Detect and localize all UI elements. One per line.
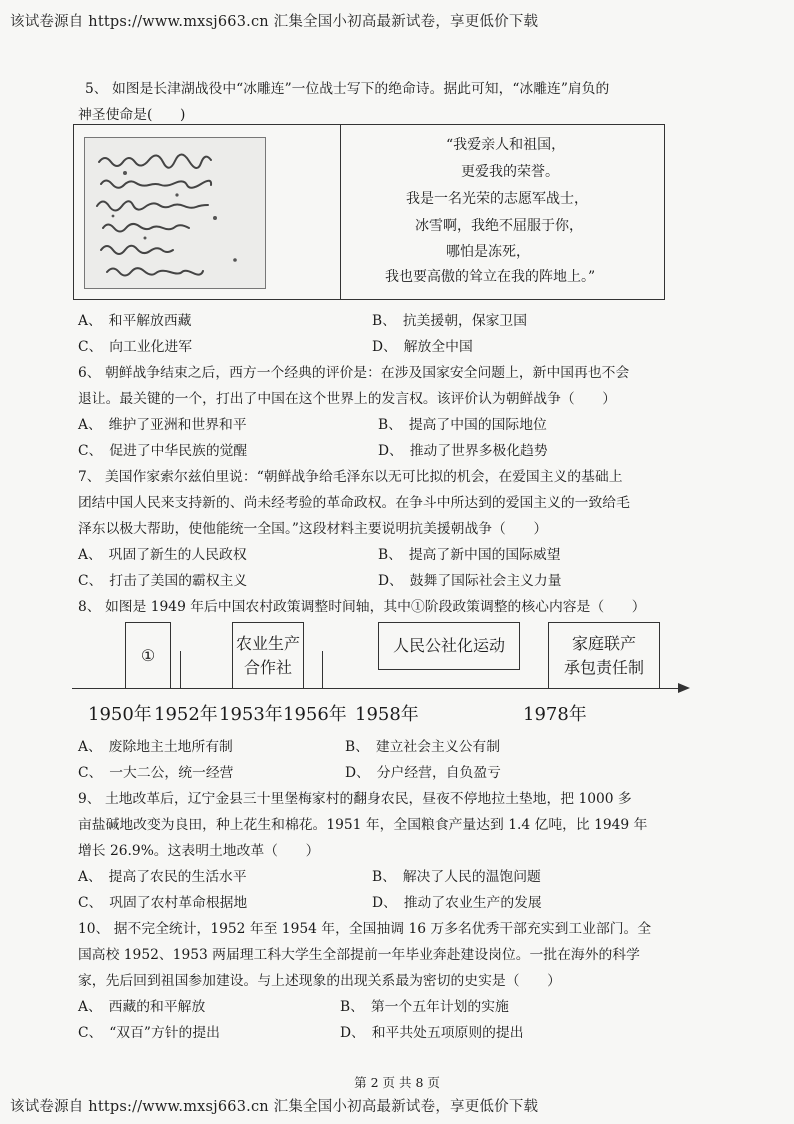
q10-option-c: C、 “双百”方针的提出 [78, 1025, 220, 1041]
page-number: 第 2 页 共 8 页 [354, 1075, 440, 1090]
q10-option-d: D、 和平共处五项原则的提出 [340, 1025, 524, 1041]
timeline-tick-1952 [180, 651, 181, 688]
q6-option-a: A、 维护了亚洲和世界和平 [78, 417, 247, 433]
timeline-tick-1956 [322, 651, 323, 688]
timeline-axis [72, 688, 682, 689]
q5-option-c: C、 向工业化进军 [78, 339, 193, 355]
q5-option-d: D、 解放全中国 [372, 339, 473, 355]
q9-option-d: D、 推动了农业生产的发展 [372, 895, 542, 911]
q7-option-c: C、 打击了美国的霸权主义 [78, 573, 248, 589]
q6-stem-line1: 6、 朝鲜战争结束之后，西方一个经典的评价是：在涉及国家安全问题上，新中国再也不会 [78, 365, 630, 381]
q8-option-c: C、 一大二公，统一经营 [78, 765, 234, 781]
q7-option-a: A、 巩固了新生的人民政权 [78, 547, 247, 563]
poem-line-2: 更爱我的荣誉。 [461, 164, 559, 180]
q10-option-b: B、 第一个五年计划的实施 [340, 999, 509, 1015]
q9-option-c: C、 巩固了农村革命根据地 [78, 895, 248, 911]
q5-stem-line2: 神圣使命是( ) [78, 107, 186, 123]
q5-poem-figure [73, 124, 665, 300]
timeline-box-cooperative: 农业生产 合作社 [232, 622, 304, 689]
q9-option-a: A、 提高了农民的生活水平 [78, 869, 247, 885]
figure-divider [340, 125, 341, 299]
timeline-box-stage1: ① [125, 622, 171, 689]
poem-line-3: 我是一名光荣的志愿军战士， [406, 191, 588, 207]
q9-stem-line1: 9、 土地改革后，辽宁金县三十里堡梅家村的翻身农民，昼夜不停地拉土垫地，把 1000 多 [78, 791, 632, 807]
poem-line-1: “我爱亲人和祖国， [446, 137, 566, 153]
watermark-banner-bottom: 该试卷源自 https://www.mxsj663.cn 汇集全国小初高最新试卷，享更低价下载 [10, 1099, 539, 1115]
q10-stem-line2: 国高校 1952、1953 两届理工科大学生全部提前一年毕业奔赴建设岗位。一批在海外的科学 [78, 947, 640, 963]
q9-stem-line2: 亩盐碱地改变为良田，种上花生和棉花。1951 年，全国粮食产量达到 1.4 亿吨，比 1949 年 [78, 817, 648, 833]
handwritten-manuscript-image [84, 137, 266, 289]
timeline-arrow-icon [678, 683, 690, 693]
q6-option-d: D、 推动了世界多极化趋势 [378, 443, 548, 459]
q5-option-b: B、 抗美援朝，保家卫国 [372, 313, 528, 329]
timeline-year-1956: 1956年 [283, 704, 347, 725]
q6-option-b: B、 提高了中国的国际地位 [378, 417, 547, 433]
timeline-year-1952: 1952年 [154, 704, 218, 725]
poem-line-5: 哪怕是冻死， [446, 244, 530, 260]
q7-stem-line2: 团结中国人民来支持新的、尚未经考验的革命政权。在争斗中所达到的爱国主义的一致给毛 [78, 495, 630, 511]
q7-option-d: D、 鼓舞了国际社会主义力量 [378, 573, 562, 589]
timeline-year-1978: 1978年 [523, 704, 587, 725]
q7-stem-line3: 泽东以极大帮助，使他能统一全国。”这段材料主要说明抗美援朝战争（ ） [78, 521, 548, 537]
q10-option-a: A、 西藏的和平解放 [78, 999, 206, 1015]
q6-stem-line2: 退让。最关键的一个，打出了中国在这个世界上的发言权。该评价认为朝鲜战争（ ） [78, 391, 617, 407]
poem-line-4: 冰雪啊，我绝不屈服于你， [415, 218, 583, 234]
q7-stem-line1: 7、 美国作家索尔兹伯里说：“朝鲜战争给毛泽东以无可比拟的机会，在爱国主义的基础上 [78, 469, 623, 485]
poem-line-6: 我也要高傲的耸立在我的阵地上。” [385, 269, 596, 285]
q5-option-a: A、 和平解放西藏 [78, 313, 192, 329]
q8-option-b: B、 建立社会主义公有制 [345, 739, 501, 755]
q8-option-d: D、 分户经营，自负盈亏 [345, 765, 501, 781]
q8-stem-line1: 8、 如图是 1949 年后中国农村政策调整时间轴，其中①阶段政策调整的核心内容是（ ） [78, 599, 646, 615]
q9-stem-line3: 增长 26.9%。这表明土地改革（ ） [78, 843, 320, 859]
q5-stem-line1: 5、 如图是长津湖战役中“冰雕连”一位战士写下的绝命诗。据此可知，“冰雕连”肩负的 [85, 81, 610, 97]
q8-option-a: A、 废除地主土地所有制 [78, 739, 233, 755]
timeline-year-1953: 1953年 [219, 704, 283, 725]
q7-option-b: B、 提高了新中国的国际威望 [378, 547, 561, 563]
q10-stem-line1: 10、 据不完全统计，1952 年至 1954 年，全国抽调 16 万多名优秀干部充实到工业部门。全 [78, 921, 652, 937]
watermark-banner-top: 该试卷源自 https://www.mxsj663.cn 汇集全国小初高最新试卷，享更低价下载 [10, 14, 539, 30]
q6-option-c: C、 促进了中华民族的觉醒 [78, 443, 248, 459]
timeline-year-1958: 1958年 [355, 704, 419, 725]
q10-stem-line3: 家，先后回到祖国参加建设。与上述现象的出现关系最为密切的史实是（ ） [78, 973, 561, 989]
timeline-box-household-contract: 家庭联产 承包责任制 [548, 622, 660, 689]
q9-option-b: B、 解决了人民的温饱问题 [372, 869, 541, 885]
timeline-box-commune: 人民公社化运动 [378, 622, 520, 670]
timeline-year-1950: 1950年 [88, 704, 152, 725]
